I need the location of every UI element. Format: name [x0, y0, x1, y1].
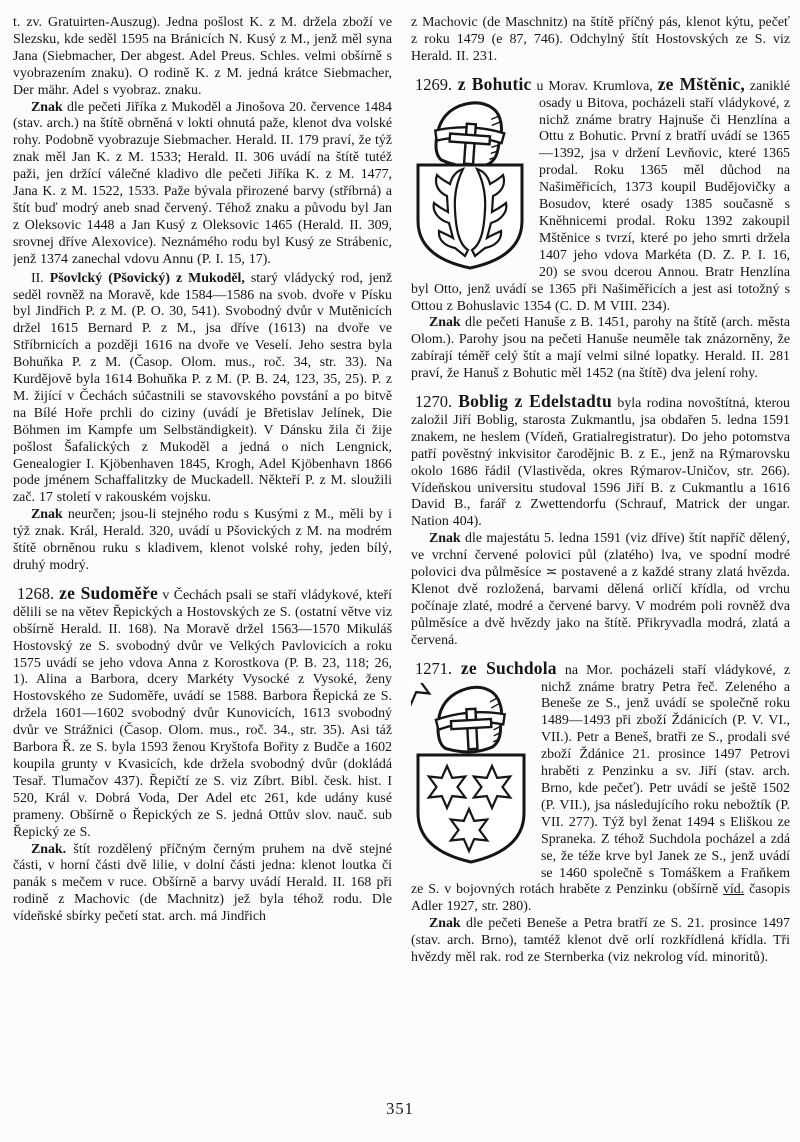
text-run: z Machovic (de Maschnitz) na štítě příčný pás, klenot kýtu, pečeť z roku 1479 (e 87, 746). Odchylný štít Hostovských ze S. viz Herald. II. 231.: [411, 15, 790, 64]
entry-name: ze Suchdola: [460, 657, 557, 678]
lead-word: Pšovlcký (Pšovický) z Mukoděl,: [49, 270, 245, 286]
star-icon: [411, 683, 429, 704]
entry-number: 1269.: [415, 74, 458, 94]
column-right: [411, 15, 790, 1095]
lead-word: Znak.: [31, 841, 67, 857]
lead-word: Znak: [429, 315, 461, 331]
entry-number: 1271.: [415, 658, 461, 678]
text-run: t. zv. Gratuirten-Auszug). Jedna pošlost K. z M. držela zboží ve Slezsku, kde seděl 1595 na Bránicích N. Kusý z M., jenž měl syna Jana (Siebmacher, Der abgest. Adel Preus. Schles. velmi obšírně s vyobrazením znaku). O rodině K. z M. jedná krátce Siebmacher, Der mähr. Adel s vyobraz. znaku.: [13, 15, 392, 98]
paragraph: [13, 271, 392, 508]
text-run: neurčen; jsou-li stejného rodu s Kusými z M., měli by i týž znak. Král, Herald. 320, uvádí u Pšovických z M. na modrém štítě obrněnou ruku s kladivem, klenot volské rohy, jeden bílý, druhý modrý.: [13, 507, 392, 573]
text-run: dle pečeti Jiříka z Mukoděl a Jinošova 20. července 1484 (stav. arch.) na štítě obrněná v lokti ohnutá paže, klenot dva volské rohy. Podobně vyobrazuje Siebmacher. Herald. II. 179 praví, že týž znak měl Jan K. z M. 1533; Herald. II. 306 uvádí na štítě tutéž paži, jen držící válečné kladivo dle pečeti Jiříka K. z M. 1477, Jana K. z M. 1522, 1533. Paže bývala přirozené barvy (stříbrná) a štít buď modrý aneb snad červený. Téhož znaku a původu byl Jan z Oleksovic 1448 a Jan Kusý z Oleksovic 1465 (Herald. II. 309, srovnej dříve Alexovice). Neznámého rodu byl Kusý ze Strábenic, jenž 1374 zanechal vdovu Annu (P. I. 15, 17).: [13, 99, 392, 267]
entry-number: 1268.: [17, 583, 60, 603]
shield-icon: [418, 165, 522, 268]
paragraph: [13, 100, 392, 269]
text-run: dle pečeti Beneše a Petra bratří ze S. 21. prosince 1497 (stav. arch. Brno), tamtéž klenot dvě orlí rozkřídlená křídla. Tři hvězdy měl rak. rod ze Sternberka (viz nekrolog víd. minoritů).: [411, 916, 790, 966]
entry-number: 1270.: [415, 392, 459, 412]
text-run: štít rozdělený příčným černým pruhem na dvě stejné části, v horní části dvě lilie, v dolní části jedna: klenot loutka či panák s mečem v ruce. Obšírně a barvy uvádí Herald. II. 168 při rodině z Machovic (de Machnitz) jež byla téhož rodu. Dle vídeňské sbírky pečetí stat. arch. má Jindřich: [13, 841, 392, 925]
entry-sub: na Mor. pocházeli staří vládykové,: [556, 662, 784, 678]
entry-name: ze Sudoměře: [59, 582, 159, 603]
entry-paragraph: [411, 393, 790, 531]
paragraph: [411, 315, 790, 383]
text-run: dle pečeti Hanuše z B. 1451, parohy na štítě (arch. města Olom.). Parohy jsou na pečeti Hanuše neuměle tak znázorněny, že zabírají téměř celý štít a mají velmi silné lopatky. Herald. II. 281 praví, že Hanuš z Bohutic měl 1452 (na štítě) dva jelení rohy.: [411, 315, 790, 382]
text-run: byla rodina novoštítná, kterou založil Jiří Boblig, starosta Zukmantlu, jsa obdařen 5. ledna 1591 znakem, ne heslem (Vídeň, Gratialregistratur). Do jeho potomstva patří pověstný inkvisitor čarodějnic B. z E., jenž na Rýmarovsku okolo 1686 řádil (Vlastivěda, okres Rýmarov-Uničov, str. 266). Vídeňskou universitu studoval 1596 Jiří B. z Cukmantlu a 1616 David B., farář z Zwettendorfu (Schrauf, Matrick der ungar. Nation 404).: [411, 396, 790, 530]
page-number: 351: [386, 1099, 414, 1118]
entry-paragraph: [13, 582, 392, 842]
entry-name: ze Mštěnic,: [657, 73, 745, 94]
two-column-text: [13, 15, 790, 1095]
lead-word: Znak: [31, 507, 63, 523]
paragraph: [411, 15, 790, 66]
paragraph: [13, 507, 392, 575]
entry-name: Boblig z Edelstadtu: [458, 391, 612, 412]
entry-sub: u Morav. Krumlova,: [531, 78, 658, 94]
text-run: starý vládycký rod, jenž seděl rovněž na Moravě, kde 1584—1586 na svob. dvoře v Písku byl Jindřich P. z M. (P. O. 30, 541). Svobodný dvůr v Mutěnicích držel 1615 Bernard P. z M., jsa dříve (1613) na dvoře ve Stříbrnicích a později 1616 na dvoře ve Veselí. Jeho sestra byla Bohuňka P. z M. (Časop. Olom. mus., roč. 34, str. 33). Na Kurdějově byla 1614 Bohuňka P. z M. (P. B. 24, 123, 35, 25). P. z M. žijící v Čechách súčastnili se stavovského povstání a po bitvě na Bílé Hoře prchli do ciziny (uvádí je Břetislav Jelínek, Die Böhmen im Kampfe um Selbständigkeit). V Dánsku žila či žije pošlost Šafalických z Mukoděl a jedná o nich Lengnick, Genealogier I. Kjöbenhaven 1845, Krogh, Adel Kjöbenhavn 1866 pode jménem Schaffalitzky de Muckadell. Někteří P. z M. sloužili zač. 17 století v rakouském vojsku.: [13, 270, 392, 506]
paragraph: [411, 916, 790, 967]
great-helm-icon: [434, 685, 506, 753]
entry-paragraph: [411, 73, 790, 316]
entry-name: z Bohutic: [457, 73, 532, 94]
text-run: časopis Adler 1927, str. 280).: [411, 882, 790, 915]
lead-word: Znak: [429, 531, 461, 547]
arms-suchdola: [411, 683, 531, 867]
paragraph: [411, 531, 790, 649]
text-run: víd.: [722, 882, 745, 898]
text-run: II.: [31, 270, 50, 286]
text-run: z nichž známe bratry Petra řeč. Zeleného a Beneše ze S., jenž uvádí se společně roku 1489—1493 při zboží Ždánicích (P. V. VI., VII.). Petr a Beneš, bratři ze S., prodali své zboží Ždánice 21. prosince 1497 Petrovi hraběti z Penzinku a sv. Jiří (stav. arch. Brno, kde pečeť). Petr uvádí se ještě 1502 (P. VII.), jsa následujícího roku nebožtík (P. VII. 277). Týž byl ženat 1494 s Eliškou ze Spraneka. Z téhož Suchdola pocházel a zdá se, že téže krve byl Janek ze S., jenž uvádí se 1460 společně s Tomáškem a Fraňkem ze S. v bojovných rotách hraběte z Penzinku (obšírně: [411, 662, 790, 898]
column-left: [13, 15, 392, 1095]
coat-of-arms-bohutic: [411, 99, 529, 271]
entry-paragraph: [411, 657, 790, 917]
lead-word: Znak: [31, 99, 63, 115]
coat-of-arms-suchdola: [411, 683, 531, 867]
great-helm-icon: [433, 100, 506, 169]
text-run: dle majestátu 5. ledna 1591 (viz dříve) štít napříč dělený, ve vrchní červené polovici půl (zlatého) lva, ve spodní modré polovici dva půlměsíce ≍ postavené a z každé strany zlatá hvězda. Klenot dvě rozložená, barvami dělená orličí křídla, od vrchu počínaje zlaté, modré a červené barvy. V modrém poli rovněž dva půlměsíce a dvě hvězdy jako na štítě. Přikryvadla modrá, zlatá a červená.: [411, 531, 790, 648]
text-run: v Čechách psali se staří vládykové, kteří dělili se na větev Řepických a Hostovských ze S. (ostatní větve viz obšírně Herald. II. 168). Na Moravě držel 1563—1570 Mikuláš Hostovský ze S. svobodný dvůr ve Velkých Pavlovicích a roku 1575 uvádí se jeho vdova Anna z Korostkova (P. B. 23, 118; 26, 1). Alina a Barbora, dcery Markéty Vysocké z Vysoké, ženy Hostovského ze Sudoměře, uvádí se 1588. Barbora Řepická ze S. držela 1601—1602 svobodný dvůr Kunovicích, 1613 svobodný dvůr ve Strážnici (Časop. Olom. mus., roč. 34., str. 35). Asi táž Barbora Ř. ze S. byla 1593 ženou Kryštofa Bořity z Budče a 1602 koupila grunty v Kvasicích, kde držela svobodný dvůr (dokládá Tesař. Tlumačov 437). Řepičtí ze S. viz Zíbrt. Bibl. česk. hist. I 520, Král v. Dobrá Voda, Der Adel etc 261, kde udány kusé prameny. Obšírně o Řepických ze S. jedná Ottův slov. nauč. sub Řepický ze S.: [13, 587, 392, 840]
lead-word: Znak: [429, 916, 461, 932]
page-footer: [0, 1099, 800, 1119]
arms-bohutic: [411, 99, 529, 271]
paragraph: [13, 842, 392, 927]
paragraph: [13, 15, 392, 100]
text-run: zaniklé osady u Bitova, pocházeli staří vládykové, z nichž známe bratry Hajnuše či Henzlína a Ottu z Bohutic. První z bratří uvádí se 1365—1392, jsa v držení Levňovic, které 1365 prodal. Roku 1365 měl důchod na Našiměřicích, 1373 koupil Budějovičky a Bosudov, které osady 1385 současně s Kněhnicemi prodal. Roku 1392 zakoupil Mštěnice s tvrzí, které po jeho smrti držela 1407 jeho vdova Markéta (D. Z. P. I. 16, 20) se svou dcerou Annou. Bratr Henzlína byl Otto, jenž uvádí se 1365 při Našiměřicích a jest asi totožný s Ottou z Bohuslavic 1354 (C. D. M VIII. 234).: [411, 78, 790, 314]
